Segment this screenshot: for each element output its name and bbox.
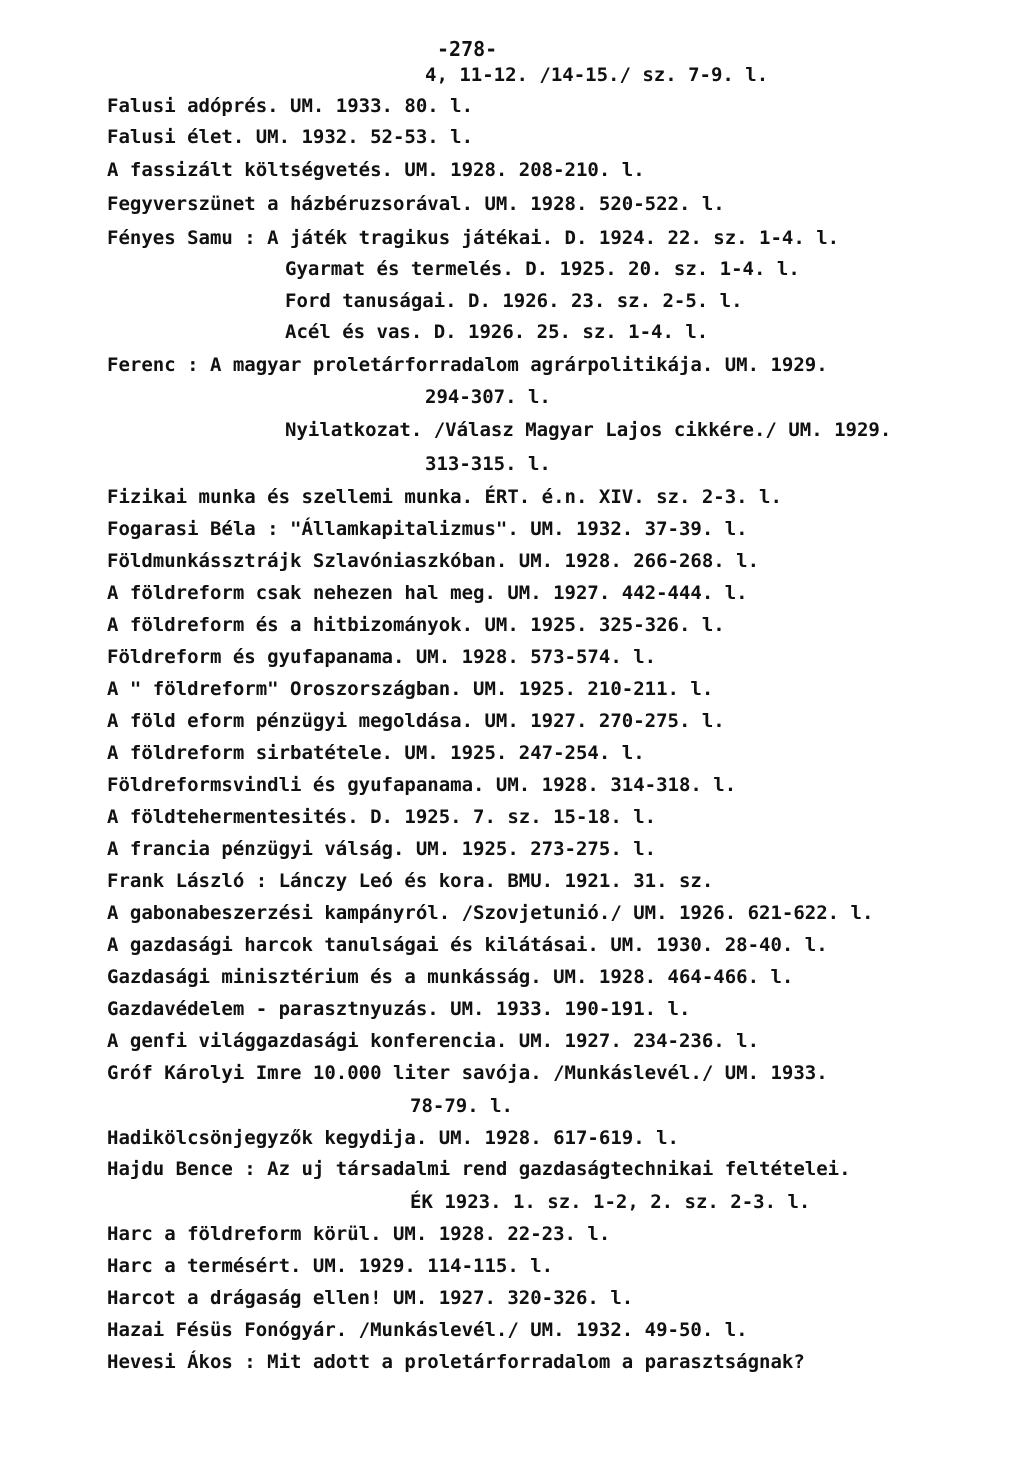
entry-line: A fassizált költségvetés. UM. 1928. 208-210. l.	[107, 159, 645, 181]
entry-line: Hadikölcsönjegyzők kegydija. UM. 1928. 617-619. l.	[107, 1127, 679, 1149]
entry-line: Hevesi Ákos : Mit adott a proletárforradalom a parasztságnak?	[107, 1351, 805, 1373]
entry-line: Nyilatkozat. /Válasz Magyar Lajos cikkére./ UM. 1929.	[285, 419, 892, 441]
page-number: -278-	[437, 37, 498, 61]
entry-line: 78-79. l.	[410, 1095, 513, 1117]
entry-line: 313-315. l.	[425, 453, 551, 475]
entry-line: Gazdavédelem - parasztnyuzás. UM. 1933. 190-191. l.	[107, 998, 691, 1020]
entry-line: Falusi élet. UM. 1932. 52-53. l.	[107, 126, 474, 148]
entry-line: Hazai Fésüs Fonógyár. /Munkáslevél./ UM. 1932. 49-50. l.	[107, 1319, 748, 1341]
entry-line: 4, 11-12. /14-15./ sz. 7-9. l.	[425, 64, 769, 86]
entry-line: A genfi világgazdasági konferencia. UM. 1927. 234-236. l.	[107, 1030, 760, 1052]
entry-line: Frank László : Lánczy Leó és kora. BMU. 1921. 31. sz.	[107, 870, 714, 892]
entry-line: Hajdu Bence : Az uj társadalmi rend gazdaságtechnikai feltételei.	[107, 1158, 851, 1180]
entry-line: Ford tanuságai. D. 1926. 23. sz. 2-5. l.	[285, 290, 743, 312]
entry-line: Acél és vas. D. 1926. 25. sz. 1-4. l.	[285, 321, 709, 343]
entry-line: Gróf Károlyi Imre 10.000 liter savója. /Munkáslevél./ UM. 1933.	[107, 1062, 828, 1084]
entry-line: A francia pénzügyi válság. UM. 1925. 273-275. l.	[107, 838, 657, 860]
entry-line: Gyarmat és termelés. D. 1925. 20. sz. 1-4. l.	[285, 258, 800, 280]
entry-line: Harcot a drágaság ellen! UM. 1927. 320-326. l.	[107, 1287, 634, 1309]
entry-line: Fegyverszünet a házbéruzsorával. UM. 1928. 520-522. l.	[107, 193, 725, 215]
entry-line: Falusi adóprés. UM. 1933. 80. l.	[107, 95, 474, 117]
entry-line: Harc a termésért. UM. 1929. 114-115. l.	[107, 1255, 554, 1277]
entry-line: A földreform csak nehezen hal meg. UM. 1927. 442-444. l.	[107, 582, 748, 604]
entry-line: ÉK 1923. 1. sz. 1-2, 2. sz. 2-3. l.	[410, 1191, 811, 1213]
entry-line: Gazdasági minisztérium és a munkásság. UM. 1928. 464-466. l.	[107, 966, 794, 988]
entry-line: A földreform és a hitbizományok. UM. 1925. 325-326. l.	[107, 614, 725, 636]
entry-line: A gazdasági harcok tanulságai és kilátásai. UM. 1930. 28-40. l.	[107, 934, 828, 956]
entry-line: Harc a földreform körül. UM. 1928. 22-23. l.	[107, 1223, 611, 1245]
entry-line: Földreform és gyufapanama. UM. 1928. 573-574. l.	[107, 646, 657, 668]
entry-line: Földreformsvindli és gyufapanama. UM. 1928. 314-318. l.	[107, 774, 737, 796]
entry-line: A gabonabeszerzési kampányról. /Szovjetunió./ UM. 1926. 621-622. l.	[107, 902, 874, 924]
entry-line: A földreform sirbatétele. UM. 1925. 247-254. l.	[107, 742, 645, 764]
entry-line: Földmunkássztrájk Szlavóniaszkóban. UM. 1928. 266-268. l.	[107, 550, 760, 572]
entry-line: Fogarasi Béla : "Államkapitalizmus". UM. 1932. 37-39. l.	[107, 518, 748, 540]
entry-line: A " földreform" Oroszországban. UM. 1925. 210-211. l.	[107, 678, 714, 700]
entry-line: Fizikai munka és szellemi munka. ÉRT. é.n. XIV. sz. 2-3. l.	[107, 486, 782, 508]
entry-line: Ferenc : A magyar proletárforradalom agrárpolitikája. UM. 1929.	[107, 354, 828, 376]
entry-line: A földtehermentesités. D. 1925. 7. sz. 15-18. l.	[107, 806, 657, 828]
entry-line: Fényes Samu : A játék tragikus játékai. D. 1924. 22. sz. 1-4. l.	[107, 227, 840, 249]
entry-line: 294-307. l.	[425, 386, 551, 408]
entry-line: A föld eform pénzügyi megoldása. UM. 1927. 270-275. l.	[107, 710, 725, 732]
